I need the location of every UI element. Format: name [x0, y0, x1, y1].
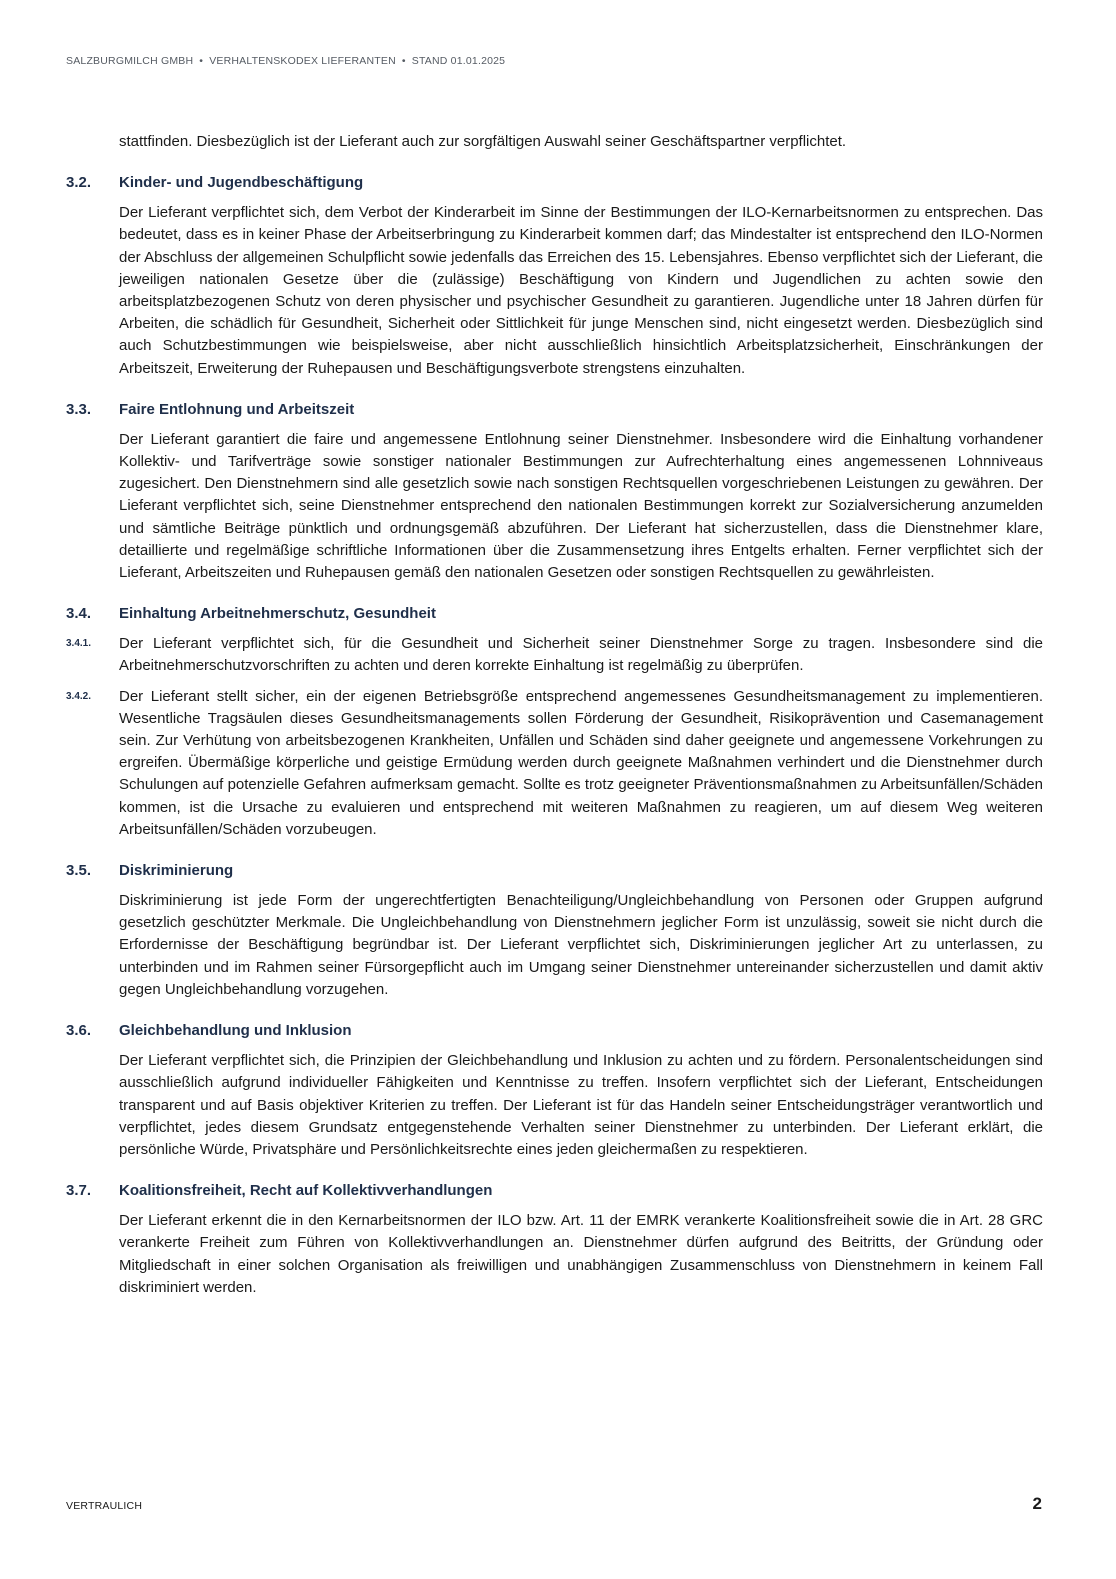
header-separator: •	[401, 55, 406, 67]
section-paragraph: Der Lieferant erkennt die in den Kernarbeitsnormen der ILO bzw. Art. 11 der EMRK verankerte Koalitionsfreiheit sowie die in Art. 28 GRC verankerte Freiheit zum Führen von Kollektivverhandlungen an. Dienstnehmer dürfen aufgrund des Beitritts, der Gründung oder Mitgliedschaft in einer solchen Organisation als freiwilligen und unabhängigen Zusammenschluss von Dienstnehmern in keinem Fall diskriminiert werden.	[119, 1212, 1043, 1296]
section-3-2	[66, 172, 1043, 380]
section-number: 3.4.	[66, 605, 92, 623]
header-separator: •	[199, 55, 204, 67]
section-paragraph: Der Lieferant verpflichtet sich, dem Verbot der Kinderarbeit im Sinne der Bestimmungen der ILO-Kernarbeitsnormen zu entsprechen. Das bedeutet, dass es in keiner Phase der Arbeitserbringung zu Kinderarbeit kommen darf; das Mindestalter ist entsprechend den ILO-Normen der Abschluss der allgemeinen Schulpflicht sowie jedenfalls das Erreichen des 15. Lebensjahres. Ebenso verpflichtet sich der Lieferant, die jeweiligen nationalen Gesetze über die (zulässige) Beschäftigung von Kindern und Jugendlichen zu achten sowie den arbeitsplatzbezogenen Schutz von deren physischer und psychischer Gesundheit zu garantieren. Jugendliche unter 18 Jahren dürfen für Arbeiten, die schädlich für Gesundheit, Sicherheit oder Sittlichkeit für junge Menschen sind, nicht eingesetzt werden. Diesbezüglich sind auch Schutzbestimmungen wie beispielsweise, aber nicht ausschließlich hinsichtlich Arbeitsplatzsicherheit, Einschränkungen der Arbeitszeit, Erweiterung der Ruhepausen und Beschäftigungsverbote strengstens einzuhalten.	[119, 204, 1043, 377]
section-3-7	[66, 1180, 1043, 1299]
section-heading	[66, 172, 1043, 194]
page-header	[66, 55, 505, 67]
subsection-number: 3.4.2.	[66, 690, 92, 702]
section-title: Koalitionsfreiheit, Recht auf Kollektivverhandlungen	[119, 1182, 493, 1200]
header-status: STAND 01.01.2025	[411, 55, 506, 67]
confidential-label: VERTRAULICH	[66, 1500, 143, 1512]
section-heading	[66, 1180, 1043, 1202]
section-title: Gleichbehandlung und Inklusion	[119, 1022, 352, 1040]
section-paragraph: Der Lieferant garantiert die faire und angemessene Entlohnung seiner Dienstnehmer. Insbesondere wird die Einhaltung vorhandener Kollektiv- und Tarifverträge sowie sonstiger nationaler Bestimmungen zur Aufrechterhaltung eines angemessenen Lohnniveaus zugesichert. Den Dienstnehmern sind alle gesetzlich sowie nach sonstigen Rechtsquellen vorgeschriebenen Leistungen zu gewähren. Der Lieferant verpflichtet sich, seine Dienstnehmer entsprechend den nationalen Bestimmungen korrekt zur Sozialversicherung anzumelden und sämtliche Beiträge pünktlich und ordnungsgemäß abzuführen. Der Lieferant hat sicherzustellen, dass die Dienstnehmer klare, detaillierte und regelmäßige schriftliche Informationen über die Zusammensetzung ihres Entgelts erhalten. Ferner verpflichtet sich der Lieferant, Arbeitszeiten und Ruhepausen gemäß den nationalen Gesetzen oder sonstigen Rechtsquellen zu gewährleisten.	[119, 430, 1043, 582]
section-heading	[66, 1020, 1043, 1042]
subsection-3-4-2	[66, 686, 1043, 841]
subsection-number: 3.4.1.	[66, 638, 92, 650]
section-heading	[66, 399, 1043, 421]
subsection-paragraph: Der Lieferant stellt sicher, ein der eigenen Betriebsgröße entsprechend angemessenes Gesundheitsmanagement zu implementieren. Wesentliche Tragsäulen dieses Gesundheitsmanagements sollen Förderung der Gesundheit, Risikoprävention und Casemanagement sein. Zur Verhütung von arbeitsbezogenen Krankheiten, Unfällen und Schäden sind daher geeignete und angemessene Vorkehrungen zu ergreifen. Übermäßige körperliche und geistige Ermüdung werden durch geeignete Maßnahmen verhindert und die Dienstnehmer durch Schulungen auf potenzielle Gefahren aufmerksam gemacht. Sollte es trotz geeigneter Präventionsmaßnahmen zu Arbeitsunfällen/Schäden kommen, ist die Ursache zu evaluieren und entsprechend mit weiteren Maßnahmen zu reagieren, um auf diesem Weg weiteren Arbeitsunfällen/Schäden vorzubeugen.	[119, 687, 1043, 838]
section-number: 3.5.	[66, 862, 92, 880]
header-company: SALZBURGMILCH GMBH	[66, 55, 194, 67]
section-number: 3.7.	[66, 1182, 92, 1200]
section-number: 3.3.	[66, 400, 92, 418]
subsection-paragraph: Der Lieferant verpflichtet sich, für die Gesundheit und Sicherheit seiner Dienstnehmer Sorge zu tragen. Insbesondere sind die Arbeitnehmerschutzvorschriften zu achten und deren korrekte Einhaltung ist regelmäßig zu überprüfen.	[119, 635, 1043, 675]
section-heading	[66, 860, 1043, 882]
section-paragraph: Diskriminierung ist jede Form der ungerechtfertigten Benachteiligung/Ungleichbehandlung von Personen oder Gruppen aufgrund gesetzlich geschützter Merkmale. Die Ungleichbehandlung von Dienstnehmern jeglicher Form ist unzulässig, soweit sie nicht durch die Erfordernisse der Beschäftigung begründbar ist. Der Lieferant verpflichtet sich, Diskriminierungen jeglicher Art zu unterlassen, zu unterbinden und im Rahmen seiner Fürsorgepflicht auch im Umgang seiner Dienstnehmer untereinander sicherzustellen und damit aktiv gegen Ungleichbehandlung vorzugehen.	[119, 892, 1043, 998]
header-document-title: VERHALTENSKODEX LIEFERANTEN	[209, 55, 396, 67]
document-body	[66, 131, 1043, 1299]
section-number: 3.6.	[66, 1022, 92, 1040]
section-title: Kinder- und Jugendbeschäftigung	[119, 174, 364, 192]
section-title: Einhaltung Arbeitnehmerschutz, Gesundheit	[119, 605, 436, 623]
section-3-3	[66, 399, 1043, 584]
section-heading	[66, 603, 1043, 625]
section-3-6	[66, 1020, 1043, 1161]
section-3-4	[66, 603, 1043, 841]
section-title: Diskriminierung	[119, 862, 234, 880]
subsection-3-4-1	[66, 633, 1043, 677]
page-number: 2	[1032, 1494, 1042, 1513]
section-3-5	[66, 860, 1043, 1001]
intro-paragraph: stattfinden. Diesbezüglich ist der Lieferant auch zur sorgfältigen Auswahl seiner Geschäftspartner verpflichtet.	[119, 133, 847, 150]
section-title: Faire Entlohnung und Arbeitszeit	[119, 400, 355, 418]
section-paragraph: Der Lieferant verpflichtet sich, die Prinzipien der Gleichbehandlung und Inklusion zu achten und zu fördern. Personalentscheidungen sind ausschließlich aufgrund individueller Fähigkeiten und Kenntnisse zu treffen. Insofern verpflichtet sich der Lieferant, Entscheidungen transparent und auf Basis objektiver Kriterien zu treffen. Der Lieferant ist für das Handeln seiner Entscheidungsträger verantwortlich und verpflichtet, jedes diesem Grundsatz entgegenstehende Verhalten seiner Dienstnehmer zu unterbinden. Der Lieferant erklärt, die persönliche Würde, Privatsphäre und Persönlichkeitsrechte eines jeden gleichermaßen zu respektieren.	[119, 1052, 1043, 1158]
section-number: 3.2.	[66, 174, 92, 192]
